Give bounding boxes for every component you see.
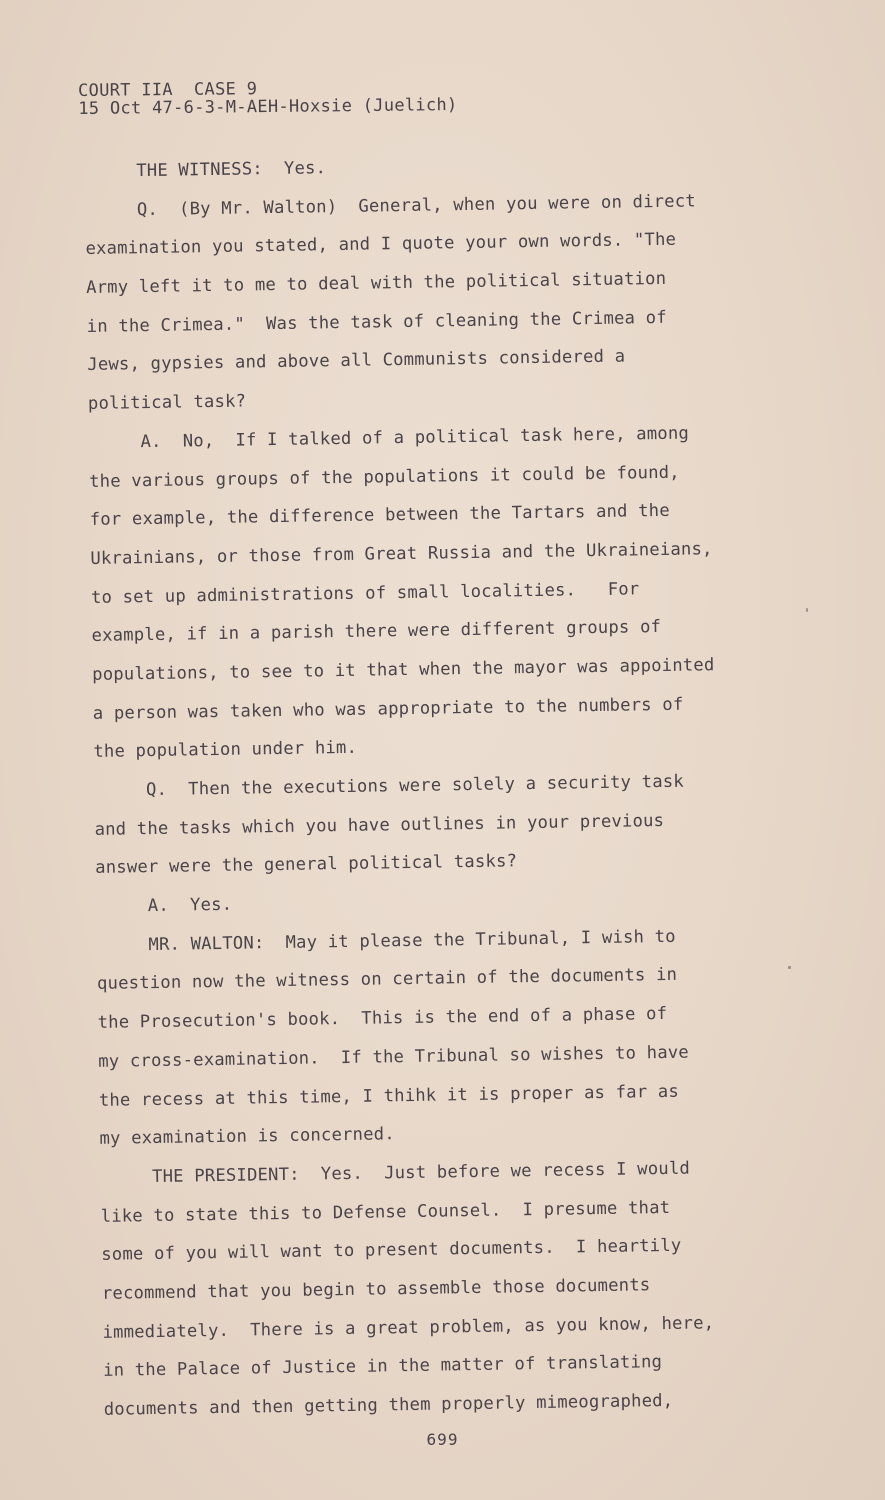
transcript-line: the various groups of the populations it could be found, xyxy=(89,462,680,492)
transcript-line: Q. (By Mr. Walton) General, when you were on direct xyxy=(136,191,697,220)
page-number: 699 xyxy=(426,1430,459,1449)
transcript-line: Jews, gypsies and above all Communists considered a xyxy=(87,346,626,376)
transcript-line: answer were the general political tasks? xyxy=(95,851,518,879)
transcript-line: Army left it to me to deal with the political situation xyxy=(85,268,667,299)
transcript-line: my examination is concerned. xyxy=(99,1124,395,1150)
document-header xyxy=(78,78,458,118)
transcript-line: in the Palace of Justice in the matter of translating xyxy=(102,1352,663,1382)
transcript-line: MR. WALTON: May it please the Tribunal, I wish to xyxy=(148,926,676,955)
transcript-line: THE WITNESS: Yes. xyxy=(136,158,327,182)
transcript-line: populations, to see to it that when the mayor was appointed xyxy=(92,655,715,685)
transcript-line: recommend that you begin to assemble those documents xyxy=(101,1275,651,1304)
transcript-body xyxy=(84,142,824,1430)
paper-speck xyxy=(788,966,791,969)
transcript-line: my cross-examination. If the Tribunal so wishes to have xyxy=(98,1042,690,1072)
header-date-line: 15 Oct 47-6-3-M-AEH-Hoxsie (Juelich) xyxy=(78,95,458,119)
transcript-line: some of you will want to present documents. I heartily xyxy=(101,1236,682,1266)
transcript-line: Q. Then the executions were solely a security task xyxy=(145,771,685,801)
transcript-line: immediately. There is a great problem, as you know, here, xyxy=(102,1312,715,1343)
transcript-line: in the Crimea." Was the task of cleaning the Crimea of xyxy=(86,307,667,337)
transcript-line: for example, the difference between the Tartars and the xyxy=(89,501,670,531)
transcript-line: a person was taken who was appropriate to the numbers of xyxy=(92,694,684,724)
transcript-line: like to state this to Defense Counsel. I presume that xyxy=(100,1197,671,1227)
transcript-line: political task? xyxy=(87,391,247,415)
transcript-line: example, if in a parish there were different groups of xyxy=(91,617,662,647)
transcript-line: the recess at this time, I thihk it is proper as far as xyxy=(98,1081,680,1111)
header-case-line: COURT IIA CASE 9 xyxy=(77,79,258,101)
transcript-line: and the tasks which you have outlines in your previous xyxy=(94,810,665,840)
transcript-line: A. No, If I talked of a political task here, among xyxy=(140,423,690,452)
transcript-line: the population under him. xyxy=(93,738,358,763)
transcript-line: examination you stated, and I quote your own words. "The xyxy=(85,230,677,260)
transcript-line: A. Yes. xyxy=(147,894,233,917)
transcript-line: documents and then getting them properly mimeographed, xyxy=(103,1390,674,1420)
transcript-line: Ukrainians, or those from Great Russia and the Ukraineians, xyxy=(90,539,713,569)
paper-speck xyxy=(806,608,808,612)
transcript-line: question now the witness on certain of the documents in xyxy=(96,965,678,995)
transcript-line: the Prosecution's book. This is the end of a phase of xyxy=(97,1004,668,1034)
transcript-line: THE PRESIDENT: Yes. Just before we recess I would xyxy=(151,1158,691,1187)
transcript-line: to set up administrations of small localities. For xyxy=(90,578,640,608)
